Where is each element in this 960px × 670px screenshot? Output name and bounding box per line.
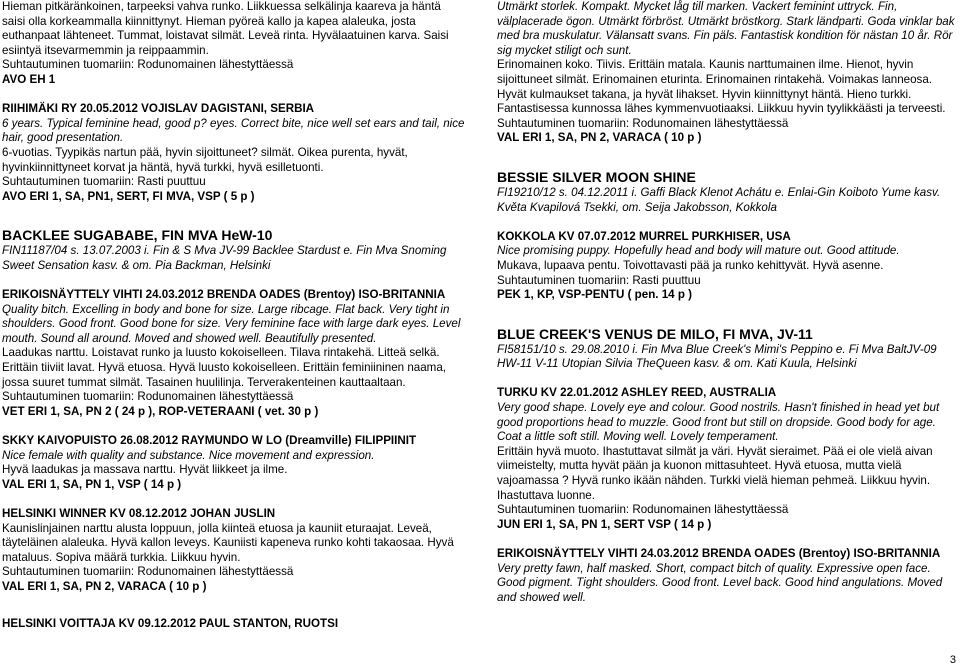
spacer — [2, 419, 467, 434]
critique-english: FI19210/12 s. 04.12.2011 i. Gaffi Black Klenot Achátu e. Enlai-Gin Koiboto Yume kasv. Květa Kvapilová Tsekki, om. Seija Jakobsson, Kokkola — [497, 185, 941, 214]
text-paragraph: Suhtautuminen tuomariin: Rodunomainen lähestyttäessä — [497, 116, 789, 130]
bold-line: VET ERI 1, SA, PN 2 ( 24 p ), ROP-VETERAANI ( vet. 30 p ) — [2, 404, 319, 418]
text-paragraph: Suhtautuminen tuomariin: Rodunomainen lähestyttäessä — [2, 565, 294, 579]
right-column — [497, 0, 957, 605]
text-paragraph: Laadukas narttu. Loistavat runko ja luusto kokoiselleen. Tilava rintakehä. Litteä selkä. Erittäin tiiviit lavat. Hyvä etuosa. Hyvä luusto kokoiselleen. Erittäin feminiininen naama, jossa suuret tummat silmät. Tasainen huulilinja. Terverakenteinen kauttaaltaan. — [2, 346, 446, 389]
critique-english: Utmärkt storlek. Kompakt. Mycket låg till marken. Vackert feminint uttryck. Fin, välplacerade ögon. Utmärkt förbröst. Utmärkt bröstkorg. Stark ländparti. Goda vinklar bak med bra muskulatur. Välansatt svans. Fin päls. Fantastisk kondition för nästan 10 år. Rör sig mycket stiligt och sunt. — [497, 0, 955, 57]
spacer — [2, 595, 467, 617]
spacer — [2, 274, 467, 289]
text-paragraph: Suhtautuminen tuomariin: Rodunomainen lähestyttäessä — [2, 390, 294, 404]
bold-line: AVO EH 1 — [2, 72, 56, 86]
bold-line: VAL ERI 1, SA, PN 2, VARACA ( 10 p ) — [2, 579, 207, 593]
text-paragraph: Suhtautuminen tuomariin: Rodunomainen lähestyttäessä — [2, 58, 294, 72]
bold-line: KOKKOLA KV 07.07.2012 MURREL PURKHISER, USA — [497, 229, 791, 243]
spacer — [2, 492, 467, 507]
dog-name-heading: BACKLEE SUGABABE, FIN MVA HeW-10 — [2, 227, 273, 244]
text-paragraph: Erinomainen koko. Tiivis. Erittäin matala. Kaunis narttumainen ilme. Hienot, hyvin sijoittuneet silmät. Erinomainen eturinta. Erinomainen rintakehä. Voimakas lanneosa. Hyvät kulmaukset takana, ja hyvät lihakset. Hyvin kiinnittynyt häntä. Hieno turkki. Fantastisessa kunnossa lähes kymmenvuotiaaksi. Liikkuu hyvin tyylikkäästi ja terveesti. — [497, 58, 946, 116]
critique-english: Very good shape. Lovely eye and colour. Good nostrils. Hasn't finished in head yet but good proportions head to muzzle. Good front but still on dropside. Good body for age. Coat a little soft still. Moving well. Lovely temperament. — [497, 401, 940, 444]
text-paragraph: Hieman pitkäränkoinen, tarpeeksi vahva runko. Liikkuessa selkälinja kaareva ja häntä saisi olla korkeammalla kiinnittynyt. Hieman pyöreä kallo ja kapea alaleuka, josta euthanpaat lähteneet. Tummat, loistavat silmät. Leveä rinta. Hyvälaatuinen karva. Saisi esiintyä itsevarmemmin ja reippaammin. — [2, 0, 449, 57]
bold-line: HELSINKI WINNER KV 08.12.2012 JOHAN JUSLIN — [2, 507, 276, 520]
text-paragraph: Suhtautuminen tuomariin: Rasti puuttuu — [2, 175, 206, 189]
left-column — [2, 0, 467, 631]
critique-english: 6 years. Typical feminine head, good p? eyes. Correct bite, nice well set ears and tail, nice hair, good presentation. — [2, 116, 465, 145]
bold-line: ERIKOISNÄYTTELY VIHTI 24.03.2012 BRENDA OADES (Brentoy) ISO-BRITANNIA — [2, 288, 446, 302]
spacer — [2, 88, 467, 103]
critique-english: Nice promising puppy. Hopefully head and body will mature out. Good attitude. — [497, 244, 900, 258]
text-paragraph: Erittäin hyvä muoto. Ihastuttavat silmät ja väri. Hyvät sieraimet. Pää ei ole vielä aivan viimeistelty, mutta hyvät pään ja kuonon mittasuhteet. Hyvä etuosa, mutta vielä vajoamassa ? Hyvä runko ikään nähden. Turkki vielä hieman pehmeä. Liikkuu hyvin. Ihastuttava luonne. — [497, 444, 933, 502]
spacer — [497, 215, 957, 230]
spacer — [497, 372, 957, 387]
critique-english: Very pretty fawn, half masked. Short, compact bitch of quality. Expressive open face. Good pigment. Tight shoulders. Good front. Level back. Good hind angulations. Moved and showed well. — [497, 561, 943, 604]
text-paragraph: Kaunislinjainen narttu alusta loppuun, jolla kiinteä etuosa ja kauniit eturaajat. Leveä, täyteläinen alaleuka. Hyvä kallon leveys. Kauniisti kapeneva runko kohti takaosaa. Hyvä mataluus. Sopiva määrä turkkia. Liikkuu hyvin. — [2, 521, 454, 564]
spacer — [497, 146, 957, 168]
text-paragraph: 6-vuotias. Tyypikäs nartun pää, hyvin sijoittuneet? silmät. Oikea purenta, hyvät, hyvinkiinnittyneet korvat ja häntä, hyvä turkki, hyvä esilletuonti. — [2, 145, 408, 174]
dog-name-heading: BLUE CREEK'S VENUS DE MILO, FI MVA, JV-11 — [497, 325, 813, 342]
bold-line: SKKY KAIVOPUISTO 26.08.2012 RAYMUNDO W LO (Dreamville) FILIPPIINIT — [2, 434, 417, 448]
page-number: 3 — [949, 654, 956, 667]
text-paragraph: Suhtautuminen tuomariin: Rasti puuttuu — [497, 273, 701, 287]
text-paragraph: Hyvä laadukas ja massava narttu. Hyvät liikkeet ja ilme. — [2, 463, 288, 477]
bold-line: VAL ERI 1, SA, PN 1, VSP ( 14 p ) — [2, 477, 182, 491]
bold-line: RIIHIMÄKI RY 20.05.2012 VOJISLAV DAGISTANI, SERBIA — [2, 102, 315, 116]
bold-line: ERIKOISNÄYTTELY VIHTI 24.03.2012 BRENDA OADES (Brentoy) ISO-BRITANNIA — [497, 547, 941, 560]
spacer — [2, 204, 467, 226]
critique-english: FI58151/10 s. 29.08.2010 i. Fin Mva Blue Creek's Mimi's Peppino e. Fi Mva BaltJV-09 HW-11 V-11 Utopian Silvia TheQueen kasv. & om. Kati Kuula, Helsinki — [497, 342, 937, 371]
bold-line: JUN ERI 1, SA, PN 1, SERT VSP ( 14 p ) — [497, 517, 712, 531]
spacer — [497, 532, 957, 547]
dog-name-heading: BESSIE SILVER MOON SHINE — [497, 168, 696, 185]
bold-line: AVO ERI 1, SA, PN1, SERT, FI MVA, VSP ( 5 p ) — [2, 189, 255, 203]
critique-english: FIN11187/04 s. 13.07.2003 i. Fin & S Mva JV-99 Backlee Stardust e. Fin Mva Snoming Sweet Sensation kasv. & om. Pia Backman, Helsinki — [2, 244, 447, 272]
critique-english: Quality bitch. Excelling in body and bone for size. Large ribcage. Flat back. Very tight in shoulders. Good front. Good bone for size. Very feminine face with large dark eyes. Level mouth. Sound all around. Moved and showed well. Beautifully presented. — [2, 302, 461, 345]
bold-line: HELSINKI VOITTAJA KV 09.12.2012 PAUL STANTON, RUOTSI — [2, 616, 339, 630]
bold-line: VAL ERI 1, SA, PN 2, VARACA ( 10 p ) — [497, 131, 702, 145]
bold-line: TURKU KV 22.01.2012 ASHLEY REED, AUSTRALIA — [497, 386, 777, 400]
bold-line: PEK 1, KP, VSP-PENTU ( pen. 14 p ) — [497, 288, 692, 302]
spacer — [497, 303, 957, 325]
text-paragraph: Suhtautuminen tuomariin: Rodunomainen lähestyttäessä — [497, 503, 789, 517]
critique-english: Nice female with quality and substance. Nice movement and expression. — [2, 448, 375, 462]
text-paragraph: Mukava, lupaava pentu. Toivottavasti pää ja runko kehittyvät. Hyvä asenne. — [497, 258, 884, 272]
